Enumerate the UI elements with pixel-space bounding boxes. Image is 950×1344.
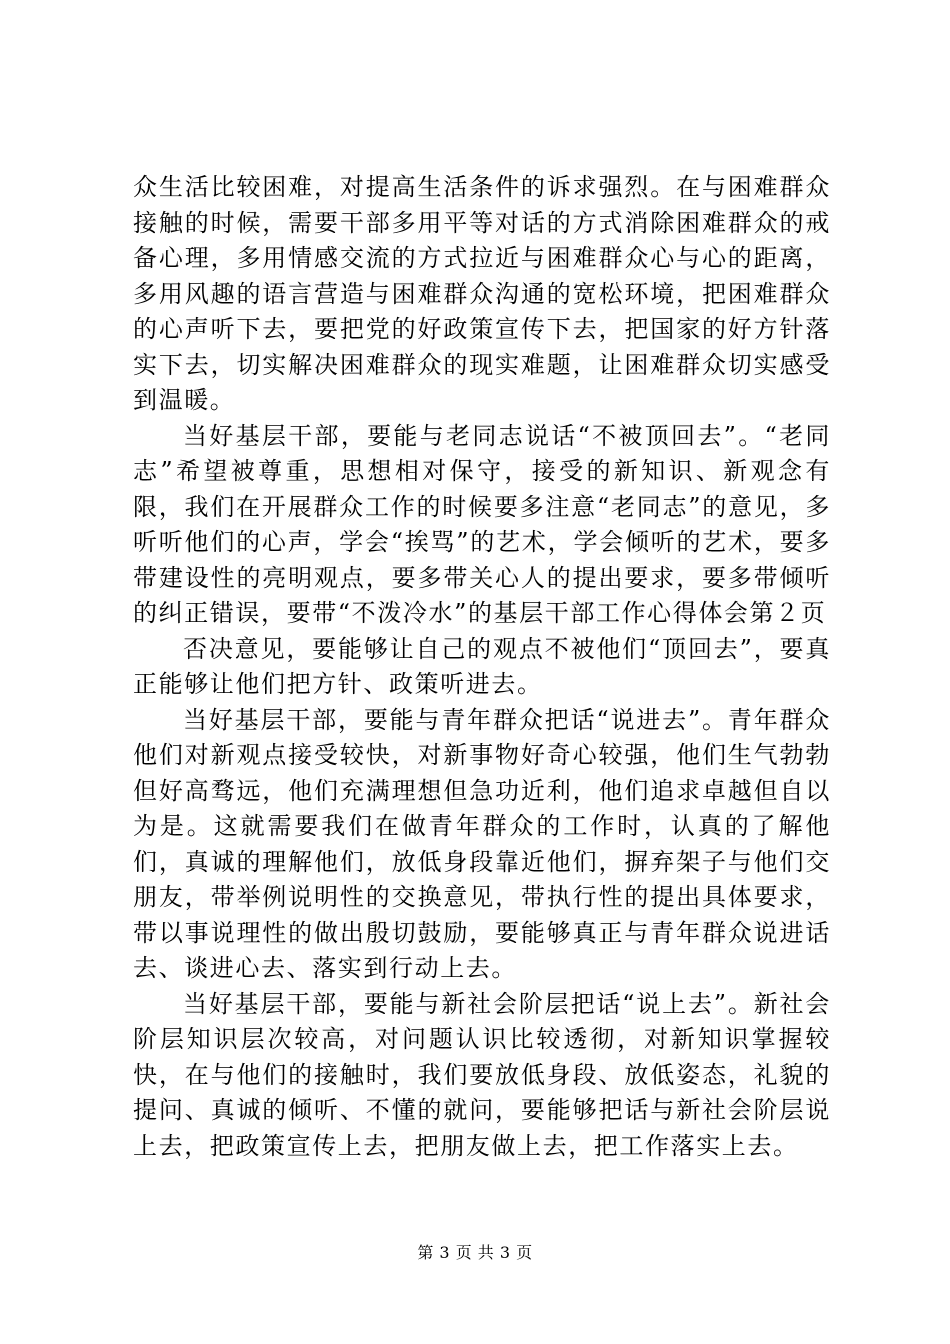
paragraph-4: 当好基层干部，要能与青年群众把话“说进去”。青年群众他们对新观点接受较快，对新事物好奇心较强，他们生气勃勃但好高骛远，他们充满理想但急功近利，他们追求卓越但自以为是。这就需要我们在做青年群众的工作时，认真的了解他们，真诚的理解他们，放低身段靠近他们，摒弃架子与他们交朋友，带举例说明性的交换意见，带执行性的提出具体要求，带以事说理性的做出殷切鼓励，要能够真正与青年群众说进话去、谈进心去、落实到行动上去。	[133, 705, 831, 982]
paragraph-5: 当好基层干部，要能与新社会阶层把话“说上去”。新社会阶层知识层次较高，对问题认识比较透彻，对新知识掌握较快，在与他们的接触时，我们要放低身段、放低姿态，礼貌的提问、真诚的倾听、不懂的就问，要能够把话与新社会阶层说上去，把政策宣传上去，把朋友做上去，把工作落实上去。	[133, 989, 831, 1160]
page-footer	[0, 1242, 950, 1264]
document-body	[133, 170, 831, 1164]
paragraph-1: 众生活比较困难，对提高生活条件的诉求强烈。在与困难群众接触的时候，需要干部多用平等对话的方式消除困难群众的戒备心理，多用情感交流的方式拉近与困难群众心与心的距离，多用风趣的语言营造与困难群众沟通的宽松环境，把困难群众的心声听下去，要把党的好政策宣传下去，把国家的好方针落实下去，切实解决困难群众的现实难题，让困难群众切实感受到温暖。	[133, 173, 831, 414]
page-number-label: 第 3 页 共 3 页	[417, 1243, 533, 1262]
paragraph-2: 当好基层干部，要能与老同志说话“不被顶回去”。“老同志”希望被尊重，思想相对保守，接受的新知识、新观念有限，我们在开展群众工作的时候要多注意“老同志”的意见，多听听他们的心声，学会“挨骂”的艺术，学会倾听的艺术，要多带建设性的亮明观点，要多带关心人的提出要求，要多带倾听的纠正错误，要带“不泼冷水”的基层干部工作心得体会第２页	[133, 421, 831, 627]
paragraph-3: 否决意见，要能够让自己的观点不被他们“顶回去”，要真正能够让他们把方针、政策听进去。	[133, 634, 831, 698]
